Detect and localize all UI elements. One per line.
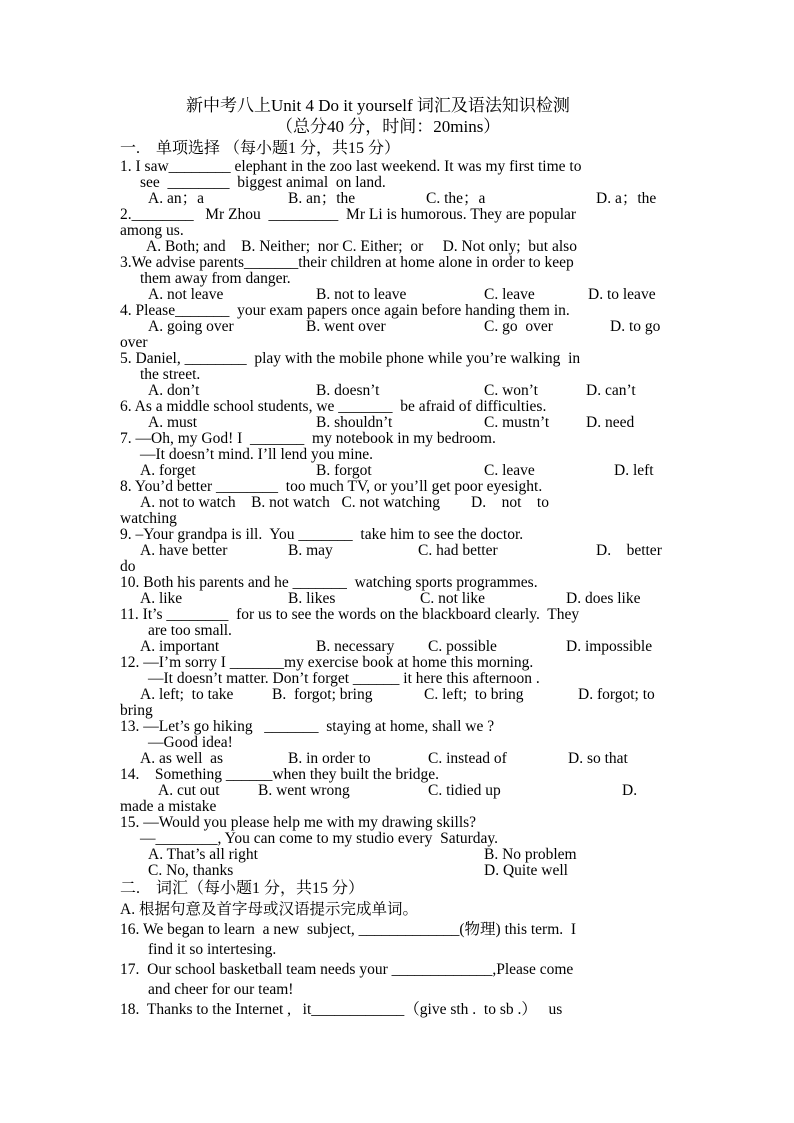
q6-option-a: A. must: [148, 414, 198, 431]
page-subtitle: （总分40 分，时间：20mins）: [276, 117, 501, 136]
q8-stem-line1: 8. You’d better ________ too much TV, or you’ll get poor eyesight.: [120, 478, 543, 495]
q13-option-d: D. so that: [568, 750, 628, 767]
q9-stem-line1: 9. –Your grandpa is ill. You _______ take him to see the doctor.: [120, 526, 524, 543]
q16-stem-line2: find it so intertesing.: [148, 941, 277, 958]
q8-wrap: watching: [120, 510, 177, 527]
q15-stem-line2: —________, You can come to my studio every Saturday.: [140, 830, 499, 847]
q3-option-c: C. leave: [484, 286, 535, 303]
q1-option-b: B. an；the: [288, 190, 356, 207]
q9-option-b: B. may: [288, 542, 333, 559]
q3-option-a: A. not leave: [148, 286, 224, 303]
q10-option-d: D. does like: [566, 590, 641, 607]
q6-option-c: C. mustn’t: [484, 414, 550, 431]
q4-wrap: over: [120, 334, 148, 351]
q12-stem-line2: —It doesn’t matter. Don’t forget ______ it here this afternoon .: [148, 670, 540, 687]
page-title: 新中考八上Unit 4 Do it yourself 词汇及语法知识检测: [186, 96, 570, 115]
q18-stem-line1: 18. Thanks to the Internet , it____________（give sth . to sb .） us: [120, 1001, 563, 1018]
q7-option-c: C. leave: [484, 462, 535, 479]
q10-option-c: C. not like: [420, 590, 486, 607]
q9-option-d: D. better: [596, 542, 662, 559]
q11-option-c: C. possible: [428, 638, 497, 655]
q7-stem-line1: 7. —Oh, my God! I _______ my notebook in my bedroom.: [120, 430, 496, 447]
q15-option-c: C. No, thanks: [148, 862, 234, 879]
q12-stem-line1: 12. —I’m sorry I _______my exercise book at home this morning.: [120, 654, 534, 671]
q15-option-a: A. That’s all right: [148, 846, 258, 863]
section2-instruction: A. 根据句意及首字母或汉语提示完成单词。: [120, 901, 418, 918]
q13-option-a: A. as well as: [140, 750, 224, 767]
q1-option-a: A. an；a: [148, 190, 204, 207]
q6-option-d: D. need: [586, 414, 635, 431]
q4-option-d: D. to go: [610, 318, 661, 335]
section1-heading: 一. 单项选择 （每小题1 分，共15 分）: [120, 140, 401, 157]
q3-stem-line2: them away from danger.: [140, 270, 291, 287]
q14-option-c: C. tidied up: [428, 782, 501, 799]
q9-option-a: A. have better: [140, 542, 228, 559]
q14-option-d: D.: [622, 782, 638, 799]
q3-option-d: D. to leave: [588, 286, 656, 303]
q7-option-a: A. forget: [140, 462, 196, 479]
q11-option-b: B. necessary: [316, 638, 395, 655]
q12-option-a: A. left; to take: [140, 686, 234, 703]
q5-option-b: B. doesn’t: [316, 382, 380, 399]
q1-option-d: D. a；the: [596, 190, 657, 207]
section2-heading: 二. 词汇（每小题1 分，共15 分）: [120, 880, 365, 897]
q14-stem-line1: 14. Something ______when they built the bridge.: [120, 766, 440, 783]
q2-stem-line1: 2.________ Mr Zhou _________ Mr Li is humorous. They are popular: [120, 206, 577, 223]
q12-wrap: bring: [120, 702, 153, 719]
q13-stem-line2: —Good idea!: [148, 734, 233, 751]
q8-options: A. not to watch B. not watch C. not watching D. not to: [140, 494, 549, 511]
q6-option-b: B. shouldn’t: [316, 414, 393, 431]
q5-option-d: D. can’t: [586, 382, 636, 399]
q13-option-c: C. instead of: [428, 750, 507, 767]
q14-option-a: A. cut out: [158, 782, 220, 799]
q11-stem-line1: 11. It’s ________ for us to see the words on the blackboard clearly. They: [120, 606, 580, 623]
q6-stem-line1: 6. As a middle school students, we _______ be afraid of difficulties.: [120, 398, 547, 415]
q15-option-d: D. Quite well: [484, 862, 568, 879]
q4-option-c: C. go over: [484, 318, 553, 335]
q10-stem-line1: 10. Both his parents and he _______ watching sports programmes.: [120, 574, 538, 591]
q2-options: A. Both; and B. Neither; nor C. Either; or D. Not only; but also: [146, 238, 577, 255]
q7-option-d: D. left: [614, 462, 654, 479]
q4-option-b: B. went over: [306, 318, 386, 335]
q14-wrap: made a mistake: [120, 798, 217, 815]
q13-option-b: B. in order to: [288, 750, 371, 767]
q7-option-b: B. forgot: [316, 462, 372, 479]
q3-stem-line1: 3.We advise parents_______their children at home alone in order to keep: [120, 254, 574, 271]
q2-stem-line2: among us.: [120, 222, 184, 239]
q9-wrap: do: [120, 558, 136, 575]
q12-option-c: C. left; to bring: [424, 686, 524, 703]
q12-option-d: D. forgot; to: [578, 686, 655, 703]
q7-stem-line2: —It doesn’t mind. I’ll lend you mine.: [140, 446, 374, 463]
q9-option-c: C. had better: [418, 542, 498, 559]
q10-option-b: B. likes: [288, 590, 336, 607]
q11-option-d: D. impossible: [566, 638, 653, 655]
q15-option-b: B. No problem: [484, 846, 577, 863]
q12-option-b: B. forgot; bring: [272, 686, 373, 703]
q11-option-a: A. important: [140, 638, 220, 655]
q4-option-a: A. going over: [148, 318, 234, 335]
q5-option-c: C. won’t: [484, 382, 538, 399]
q1-stem-line2: see ________ biggest animal on land.: [140, 174, 386, 191]
q17-stem-line2: and cheer for our team!: [148, 981, 294, 998]
q11-stem-line2: are too small.: [148, 622, 232, 639]
q13-stem-line1: 13. —Let’s go hiking _______ staying at home, shall we ?: [120, 718, 495, 735]
q5-option-a: A. don’t: [148, 382, 200, 399]
q1-option-c: C. the；a: [426, 190, 486, 207]
q1-stem-line1: 1. I saw________ elephant in the zoo last weekend. It was my first time to: [120, 158, 582, 175]
q17-stem-line1: 17. Our school basketball team needs your _____________,Please come: [120, 961, 574, 978]
q5-stem-line2: the street.: [140, 366, 201, 383]
q14-option-b: B. went wrong: [258, 782, 350, 799]
q10-option-a: A. like: [140, 590, 183, 607]
q16-stem-line1: 16. We began to learn a new subject, _____________(物理) this term. I: [120, 921, 577, 938]
q3-option-b: B. not to leave: [316, 286, 407, 303]
q15-stem-line1: 15. —Would you please help me with my drawing skills?: [120, 814, 477, 831]
q5-stem-line1: 5. Daniel, ________ play with the mobile phone while you’re walking in: [120, 350, 581, 367]
q4-stem-line1: 4. Please_______ your exam papers once again before handing them in.: [120, 302, 570, 319]
